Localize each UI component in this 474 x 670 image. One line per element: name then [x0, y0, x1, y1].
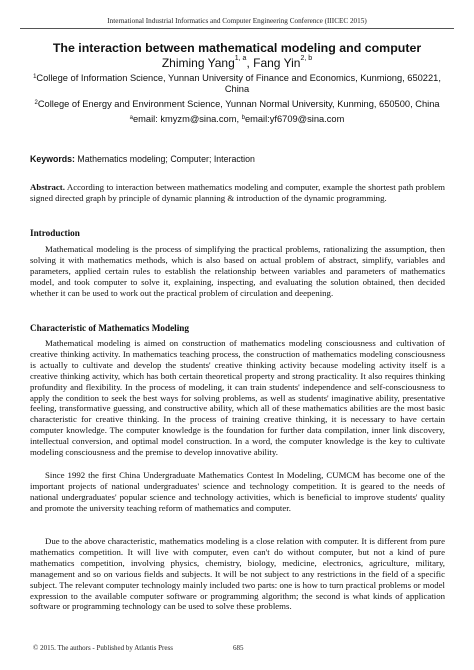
section-heading: Introduction: [30, 228, 80, 238]
paragraph: Mathematical modeling is the process of simplifying the practical problems, rationalizing the assumption, then solving it with mathematics methods, which is also based on actual problem of abstract, simplify, variables and parameters, applied certain rules to establish the relationship between variables and parameters of mathematics model, and took computer to solve it, explaining, inspecting, and evaluating the solution obtained, then decided whether it can be used to work out the practical problem of circulation and deepening.: [30, 244, 445, 298]
affiliation-text: College of Information Science, Yunnan University of Finance and Economics, Kunmiong, 650221, China: [36, 73, 441, 94]
affiliation: [28, 73, 446, 95]
copyright-footer: © 2015. The authors - Published by Atlantis Press: [33, 644, 173, 652]
paragraph: Mathematical modeling is aimed on construction of mathematics modeling consciousness and cultivation of creative thinking activity. In mathematics teaching process, the construction of mathematics modeling consciousness is actually to cultivate and develop the students' creative thinking activity because modeling activity itself is a creative thinking activity, which has both certain theoretical property and strong practicality. It also requires thinking profundity and flexibility. In the process of modeling, it can train students' independence and self-consciousness to apply the condition to seek the best ways for solving problems, as well as students' imaginative ability, presentative feeling, transformative guessing, and constructive ability, which all of these mathematics abilities are the most basic characteristic for creative thinking. In the process of training creative thinking, it is necessary to have certain computer knowledge. The computer knowledge is the foundation for further data compilation, inner link discovery, intellectual conversion, and optimal model construction. In a word, the computer knowledge is the key to cultivate modeling consciousness and the premise to develop innovative ability.: [30, 338, 445, 458]
email-link[interactable]: email: kmyzm@sina.com,: [133, 114, 242, 124]
author-affiliation-mark: 2, b: [300, 55, 313, 62]
keywords-label: Keywords:: [30, 154, 75, 164]
email-mark: b: [241, 115, 245, 121]
abstract: [30, 182, 445, 204]
paragraph: Since 1992 the first China Undergraduate Mathematics Contest In Modeling, CUMCM has become one of the important projects of national undergraduates' science and technology competition. It is geared to the needs of national undergraduates' popular science and technology activities, which is beneficial to improve students' quality and promote the university teaching reform of mathematics and computer.: [30, 470, 445, 513]
paper-title: The interaction between mathematical modeling and computer: [52, 41, 422, 55]
affiliation-mark: 2: [34, 100, 38, 106]
affiliation-text: College of Energy and Environment Science, Yunnan Normal University, Kunming, 650500, China: [37, 99, 440, 109]
author-line: [0, 56, 474, 70]
author-name: Fang Yin: [253, 56, 301, 70]
affiliation-mark: 1: [33, 74, 37, 80]
author-emails: [28, 114, 446, 125]
abstract-label: Abstract.: [30, 182, 65, 192]
page-number: 685: [233, 644, 244, 652]
keywords: [30, 154, 450, 164]
keywords-text: Mathematics modeling; Computer; Interaction: [74, 154, 255, 164]
header-rule: [20, 28, 454, 29]
section-heading: Characteristic of Mathematics Modeling: [30, 323, 189, 333]
author-name: Zhiming Yang: [161, 56, 235, 70]
email-mark: a: [129, 115, 133, 121]
paragraph: Due to the above characteristic, mathematics modeling is a close relation with computer. It is different from pure mathematics competition. It will live with computer, even can't do without computer, but not a kind of pure mathematics competition, involving physics, chemistry, biology, medicine, electronics, agriculture, military, management and so on various fields and subjects. It will be not subject to any restrictions in the field of a specific subject. The relevant computer technology mainly included two parts: one is how to turn practical problems or model expression to the available computer software or programming algorithm; the second is what kinds of application software or programming technology can be used to solve these problems.: [30, 536, 445, 612]
author-separator: ,: [246, 56, 254, 70]
affiliation: [28, 99, 446, 110]
abstract-text: According to interaction between mathematics modeling and computer, example the shortest path problem signed directed graph by principle of dynamic planning & introduction of the dynamic programming.: [30, 182, 445, 203]
conference-header: International Industrial Informatics and Computer Engineering Conference (IIICEC 2015): [107, 17, 367, 25]
email-link[interactable]: email:yf6709@sina.com: [244, 114, 345, 124]
author-affiliation-mark: 1, a: [234, 55, 247, 62]
